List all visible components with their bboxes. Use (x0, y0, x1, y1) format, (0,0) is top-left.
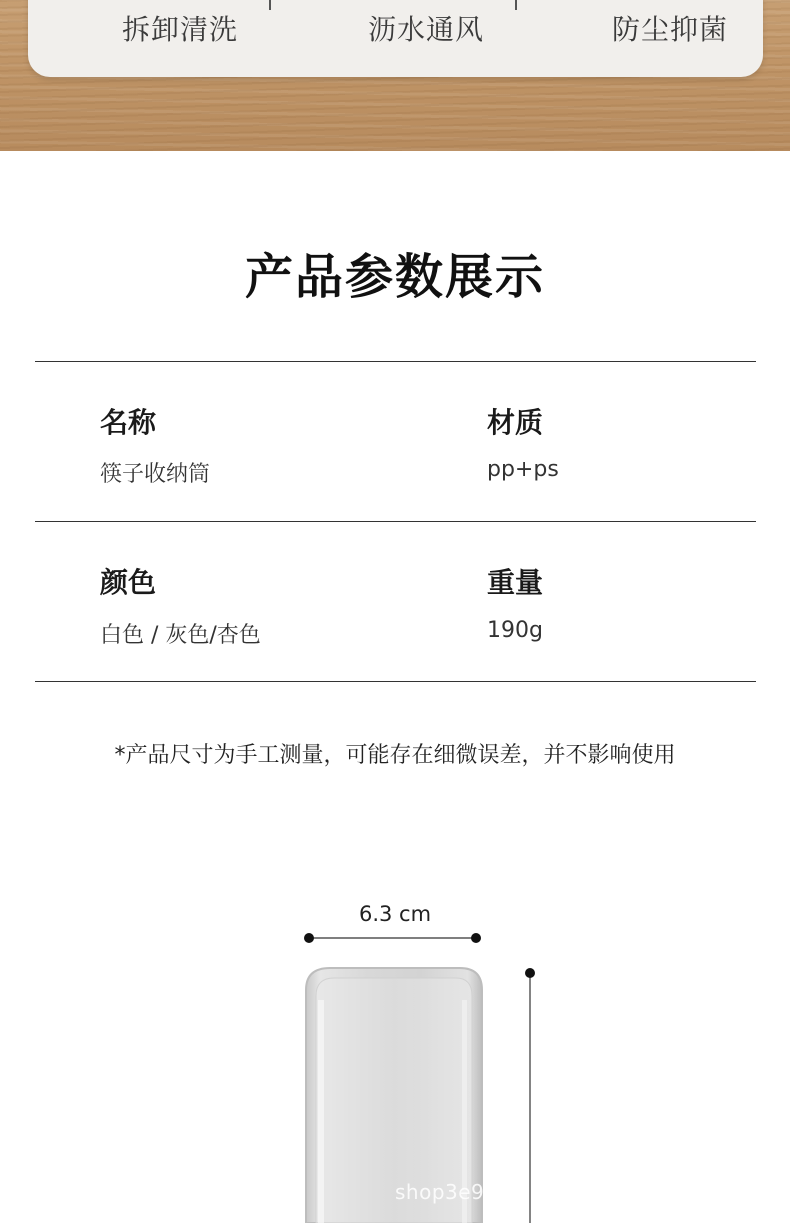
param-value-weight: 190g (487, 618, 543, 643)
param-value-color: 白色 / 灰色/杏色 (100, 623, 261, 648)
feature-divider (515, 0, 517, 10)
watermark-text: shop3e9 (395, 1180, 485, 1204)
width-dimension-endpoint (471, 933, 481, 943)
wood-banner (0, 0, 790, 151)
dimension-diagram (0, 880, 790, 1223)
feature-divider (269, 0, 271, 10)
feature-drain-ventilation: 沥水通风 (367, 13, 484, 46)
section-title: 产品参数展示 (244, 249, 545, 305)
param-value-material: pp+ps (487, 457, 559, 482)
param-label-color: 颜色 (100, 566, 157, 599)
table-divider (35, 361, 756, 362)
param-label-weight: 重量 (487, 566, 544, 599)
width-dimension-label: 6.3 cm (358, 902, 432, 926)
cup-highlight (318, 1000, 324, 1223)
param-label-name: 名称 (100, 406, 157, 439)
feature-dustproof-antibacterial: 防尘抑菌 (611, 13, 728, 46)
table-divider (35, 681, 756, 682)
feature-detachable-wash: 拆卸清洗 (121, 13, 238, 46)
width-dimension-endpoint (304, 933, 314, 943)
table-divider (35, 521, 756, 522)
measurement-note: *产品尺寸为手工测量，可能存在细微误差，并不影响使用 (114, 743, 676, 768)
height-dimension-endpoint (525, 968, 535, 978)
param-value-name: 筷子收纳筒 (100, 462, 211, 487)
param-label-material: 材质 (487, 406, 544, 439)
feature-card (28, 0, 763, 77)
product-diagram-svg (0, 880, 790, 1223)
